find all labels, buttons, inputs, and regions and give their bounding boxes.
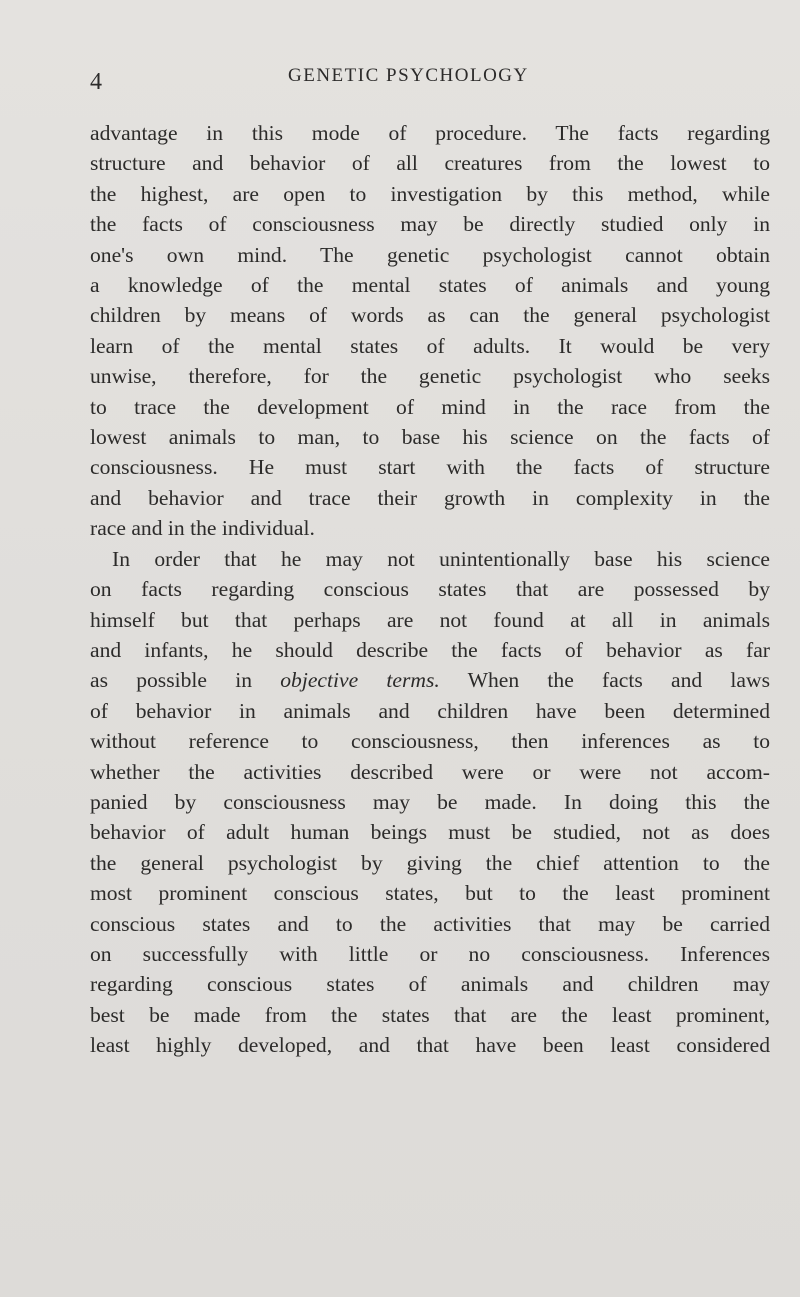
text-line: lowest animals to man, to base his science on the facts of [90,425,770,450]
text-line: the highest, are open to investigation by this method, while [90,181,770,206]
text-line: race and in the individual. [90,516,315,541]
text-line: one's own mind. The genetic psychologist cannot obtain [90,242,770,267]
text-line: most prominent conscious states, but to the least prominent [90,881,770,906]
body-text [90,118,770,1061]
text-line: panied by consciousness may be made. In doing this the [90,789,770,814]
text-segment: as possible in [90,668,281,693]
text-line: conscious states and to the activities that may be carried [90,911,770,936]
text-line: children by means of words as can the general psychologist [90,303,770,328]
page-number: 4 [90,69,102,95]
text-line: advantage in this mode of procedure. The facts regarding [90,121,770,145]
text-line: learn of the mental states of adults. It would be very [90,333,770,358]
text-segment: When the facts and laws [439,668,770,693]
text-line: the facts of consciousness may be directly studied only in [90,212,770,237]
page-header [90,62,780,98]
emphasis-objective-terms: objective terms. [280,668,440,693]
text-line: to trace the development of mind in the race from the [90,394,770,419]
text-line: a knowledge of the mental states of animals and young [90,273,770,298]
text-line: least highly developed, and that have been least considered [90,1033,770,1058]
text-line: best be made from the states that are the least prominent, [90,1002,770,1027]
text-line: the general psychologist by giving the chief attention to the [90,850,770,875]
paragraph-2 [90,544,770,1061]
text-line: without reference to consciousness, then inferences as to [90,729,770,754]
text-line: on facts regarding conscious states that are possessed by [90,577,770,602]
text-line: unwise, therefore, for the genetic psychologist who seeks [90,364,770,389]
text-line: regarding conscious states of animals and children may [90,972,770,997]
paragraph-1 [90,118,770,544]
text-line-with-emphasis [90,665,770,695]
text-line: consciousness. He must start with the facts of structure [90,455,770,480]
text-line: of behavior in animals and children have been determined [90,698,770,723]
text-line: and infants, he should describe the facts of behavior as far [90,637,770,662]
text-line: and behavior and trace their growth in complexity in the [90,485,770,510]
running-head: GENETIC PSYCHOLOGY [288,65,529,86]
text-line: whether the activities described were or were not accom- [90,759,770,784]
text-line: In order that he may not unintentionally base his science [112,546,770,571]
text-line: behavior of adult human beings must be studied, not as does [90,820,770,845]
text-line: on successfully with little or no consciousness. Inferences [90,941,770,966]
text-line: himself but that perhaps are not found at all in animals [90,607,770,632]
text-line: structure and behavior of all creatures from the lowest to [90,151,770,176]
